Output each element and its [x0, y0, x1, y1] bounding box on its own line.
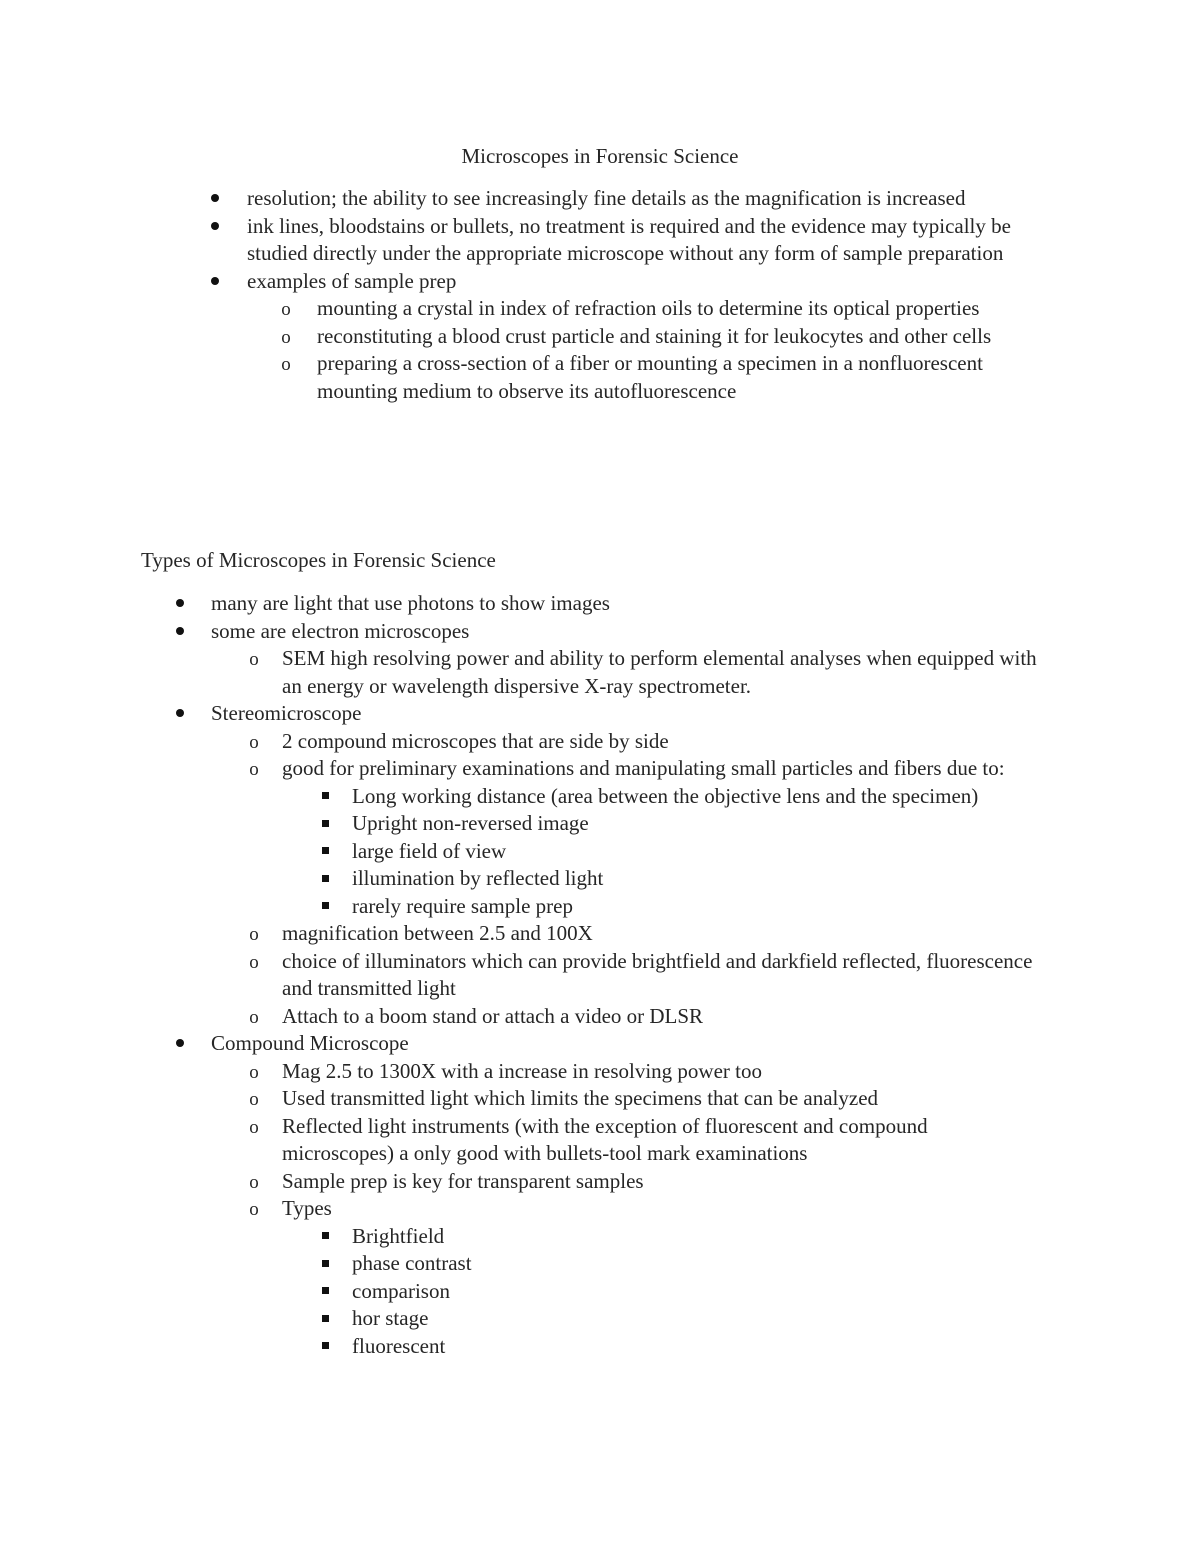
sub-list-item-text: Sample prep is key for transparent samples	[282, 1168, 644, 1193]
bullet-square-icon	[315, 810, 335, 838]
sub-sub-list-item-text: Upright non-reversed image	[352, 811, 589, 835]
list-item	[211, 590, 1071, 618]
bullet-circle-icon: o	[249, 1171, 259, 1193]
sub-list-item	[249, 1058, 1042, 1086]
sub-sub-list-item	[352, 893, 1072, 921]
sub-list-item	[249, 1195, 1042, 1223]
sub-list-item-text: Mag 2.5 to 1300X with a increase in resolving power too	[282, 1058, 762, 1083]
list-item-text: Stereomicroscope	[211, 701, 362, 725]
bullet-dot-icon	[170, 1030, 190, 1058]
bullet-circle-icon: o	[249, 649, 259, 670]
page-title: Microscopes in Forensic Science	[461, 144, 739, 168]
sub-list-item	[249, 1085, 1042, 1113]
sub-sub-list-item-text: comparison	[352, 1278, 450, 1303]
list-item	[247, 213, 1067, 268]
sub-list-item-text: Reflected light instruments (with the exception of fluorescent and compound microscopes) a only good with bullets-tool mark examinations	[282, 1113, 928, 1165]
sub-list-item	[249, 1168, 1042, 1196]
sub-sub-list-item-text: hor stage	[352, 1306, 429, 1330]
bullet-circle-icon: o	[249, 1089, 259, 1110]
list-item	[247, 185, 1067, 213]
bullet-circle-icon: o	[249, 1199, 259, 1220]
bullet-dot-icon	[170, 700, 190, 728]
bullet-square-icon	[315, 838, 335, 866]
sub-list-item	[249, 948, 1042, 1003]
sub-list-item	[249, 920, 1042, 948]
bullet-square-icon	[315, 1333, 335, 1361]
sub-list-item	[249, 645, 1042, 700]
sub-sub-list-item	[352, 1223, 1072, 1251]
bullet-square-icon	[315, 1305, 335, 1333]
sub-sub-list-item	[352, 1250, 1072, 1278]
bullet-circle-icon: o	[281, 354, 291, 375]
sub-list-item	[281, 350, 1037, 405]
sub-list-item-text: Attach to a boom stand or attach a video or DLSR	[282, 1003, 704, 1028]
bullet-square-icon	[315, 1250, 335, 1278]
bullet-dot-icon	[170, 590, 190, 618]
sub-list-item	[249, 755, 1042, 783]
sub-list-item	[249, 728, 1042, 756]
bullet-square-icon	[315, 783, 335, 811]
bullet-dot-icon	[170, 618, 190, 646]
sub-sub-list-item	[352, 1333, 1072, 1361]
sub-sub-list-item-text: phase contrast	[352, 1251, 472, 1275]
bullet-square-icon	[315, 865, 335, 893]
list-item	[211, 1030, 1071, 1058]
intro-list	[0, 185, 1200, 405]
sub-sub-list-item-text: fluorescent	[352, 1333, 446, 1358]
bullet-circle-icon: o	[249, 731, 259, 753]
sub-list-item	[281, 323, 1037, 351]
sub-sub-list-item-text: large field of view	[352, 838, 507, 863]
list-item	[211, 700, 1071, 728]
sub-list-item-text: magnification between 2.5 and 100X	[282, 921, 593, 945]
bullet-dot-icon	[205, 268, 225, 296]
sub-list-item-text: Types	[282, 1196, 332, 1220]
bullet-circle-icon: o	[281, 326, 291, 348]
bullet-square-icon	[315, 1278, 335, 1306]
section-heading: Types of Microscopes in Forensic Science	[141, 548, 496, 572]
sub-sub-list-item	[352, 1278, 1072, 1306]
list-item-text: Compound Microscope	[211, 1031, 409, 1055]
sub-list-item-text: preparing a cross-section of a fiber or mounting a specimen in a nonfluorescent mounting medium to observe its autofluorescence	[317, 351, 983, 403]
sub-list-item	[249, 1113, 1042, 1168]
sub-list-item	[249, 1003, 1042, 1031]
sub-sub-list-item-text: illumination by reflected light	[352, 866, 604, 890]
sub-sub-list-item	[352, 865, 1072, 893]
sub-list-item-text: choice of illuminators which can provide brightfield and darkfield reflected, fluorescence and transmitted light	[282, 948, 1033, 1000]
bullet-circle-icon: o	[281, 299, 291, 320]
list-item	[247, 268, 1067, 296]
list-item-text: resolution; the ability to see increasingly fine details as the magnification is increased	[247, 186, 966, 210]
bullet-dot-icon	[205, 213, 225, 241]
list-item-text: examples of sample prep	[247, 268, 457, 293]
sub-sub-list-item	[352, 810, 1072, 838]
sub-list-item-text: reconstituting a blood crust particle and staining it for leukocytes and other cells	[317, 323, 992, 348]
sub-list-item-text: Used transmitted light which limits the specimens that can be analyzed	[282, 1086, 879, 1110]
sub-list-item-text: good for preliminary examinations and manipulating small particles and fibers due to:	[282, 756, 1005, 780]
sub-list-item-text: SEM high resolving power and ability to perform elemental analyses when equipped with an energy or wavelength dispersive X-ray spectrometer.	[282, 646, 1037, 698]
list-item-text: many are light that use photons to show images	[211, 591, 610, 615]
bullet-circle-icon: o	[249, 1006, 259, 1028]
sub-sub-list-item-text: Brightfield	[352, 1223, 445, 1248]
sub-sub-list-item	[352, 1305, 1072, 1333]
bullet-square-icon	[315, 1223, 335, 1251]
bullet-circle-icon: o	[249, 924, 259, 945]
bullet-circle-icon: o	[249, 759, 259, 780]
list-item-text: some are electron microscopes	[211, 618, 470, 643]
sub-sub-list-item-text: Long working distance (area between the objective lens and the specimen)	[352, 783, 979, 808]
sub-sub-list-item-text: rarely require sample prep	[352, 893, 573, 918]
sub-list-item-text: 2 compound microscopes that are side by side	[282, 728, 669, 753]
sub-sub-list-item	[352, 838, 1072, 866]
sub-list-item	[281, 295, 1037, 323]
bullet-circle-icon: o	[249, 1061, 259, 1083]
bullet-dot-icon	[205, 185, 225, 213]
bullet-circle-icon: o	[249, 951, 259, 973]
bullet-circle-icon: o	[249, 1116, 259, 1138]
list-item-text: ink lines, bloodstains or bullets, no treatment is required and the evidence may typically be studied directly under the appropriate microscope without any form of sample preparation	[247, 213, 1011, 265]
bullet-square-icon	[315, 893, 335, 921]
sub-sub-list-item	[352, 783, 1072, 811]
sub-list-item-text: mounting a crystal in index of refraction oils to determine its optical properties	[317, 296, 980, 320]
list-item	[211, 618, 1071, 646]
types-list	[0, 590, 1200, 1360]
